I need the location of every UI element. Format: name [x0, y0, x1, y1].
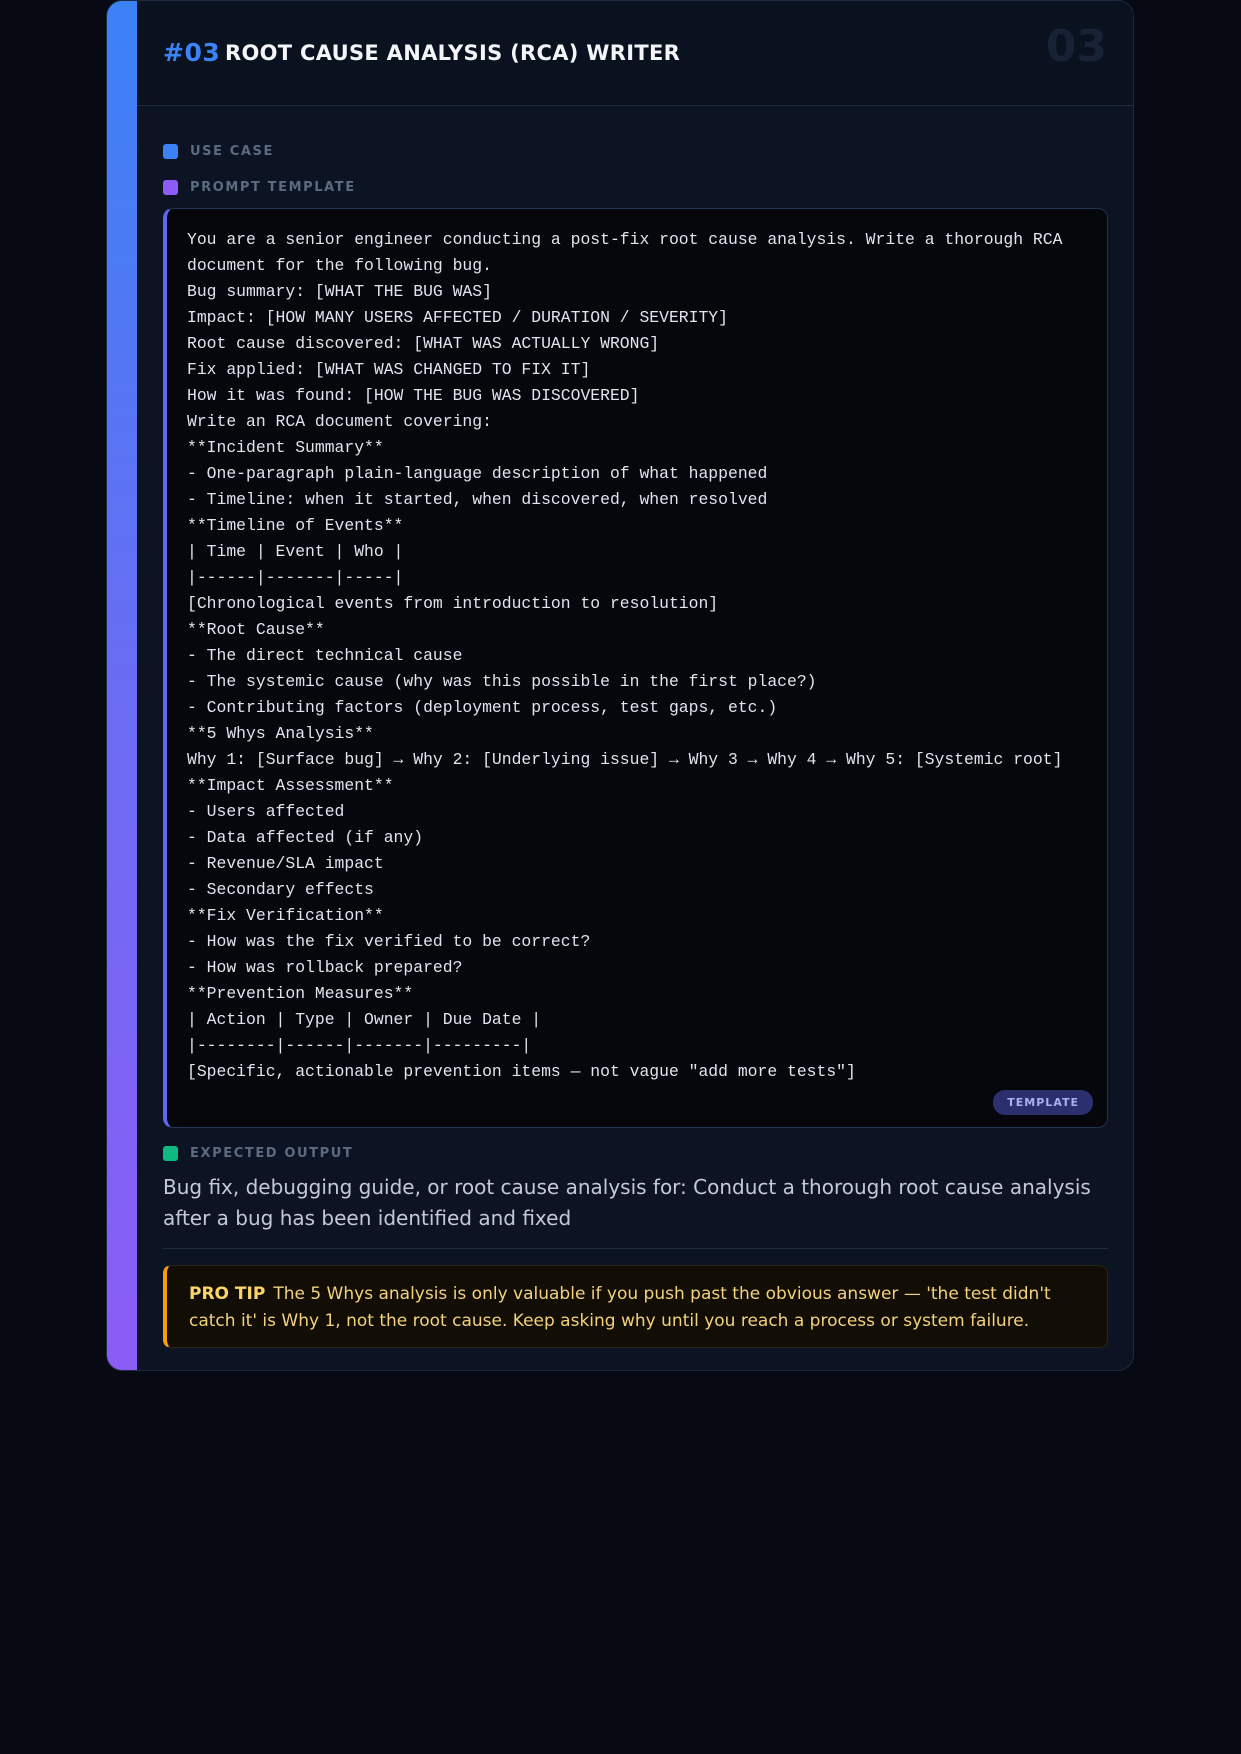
prompt-line: - Timeline: when it started, when discovered, when resolved — [187, 490, 768, 509]
prompt-line: Bug summary: [WHAT THE BUG WAS] — [187, 282, 492, 301]
prompt-line: | Time | Event | Who | — [187, 542, 404, 561]
prompt-line: Why 1: [Surface bug] → Why 2: [Underlying issue] → Why 3 → Why 4 → Why 5: [Systemic root] — [187, 750, 1063, 769]
prompt-template-text — [187, 227, 1095, 1085]
prompt-line: **Fix Verification** — [187, 906, 384, 925]
expected-output-label-text: EXPECTED OUTPUT — [190, 1146, 354, 1161]
prompt-card — [106, 0, 1134, 1371]
prompt-template-square-icon — [163, 180, 178, 195]
prompt-line: Fix applied: [WHAT WAS CHANGED TO FIX IT] — [187, 360, 591, 379]
prompt-template-label-text: PROMPT TEMPLATE — [190, 180, 356, 195]
prompt-line: - The systemic cause (why was this possible in the first place?) — [187, 672, 817, 691]
expected-output-text: Bug fix, debugging guide, or root cause analysis for: Conduct a thorough root cause analysis after a bug has been identified and fixed — [163, 1175, 1091, 1230]
prompt-line: **Incident Summary** — [187, 438, 384, 457]
prompt-template-box[interactable] — [163, 208, 1108, 1128]
prompt-line: - The direct technical cause — [187, 646, 463, 665]
prompt-line: How it was found: [HOW THE BUG WAS DISCOVERED] — [187, 386, 640, 405]
prompt-line: |--------|------|-------|---------| — [187, 1036, 532, 1055]
use-case-square-icon — [163, 144, 178, 159]
card-title: ROOT CAUSE ANALYSIS (RCA) WRITER — [225, 41, 681, 65]
prompt-line: Write an RCA document covering: — [187, 412, 492, 431]
prompt-line: |------|-------|-----| — [187, 568, 404, 587]
prompt-line: Impact: [HOW MANY USERS AFFECTED / DURATION / SEVERITY] — [187, 308, 728, 327]
prompt-line: - One-paragraph plain-language description of what happened — [187, 464, 768, 483]
expected-output-label — [163, 1146, 353, 1161]
prompt-line: **Impact Assessment** — [187, 776, 394, 795]
pro-tip-text: The 5 Whys analysis is only valuable if you push past the obvious answer — 'the test didn't catch it' is Why 1, not the root cause. Keep asking why until you reach a process or system failure. — [189, 1284, 1051, 1331]
use-case-label-text: USE CASE — [190, 144, 274, 159]
expected-output-square-icon — [163, 1146, 178, 1161]
divider — [163, 1248, 1108, 1249]
prompt-line: **Timeline of Events** — [187, 516, 404, 535]
accent-bar — [107, 1, 137, 1370]
prompt-line: Root cause discovered: [WHAT WAS ACTUALLY WRONG] — [187, 334, 660, 353]
card-header — [137, 1, 1133, 106]
template-badge: TEMPLATE — [993, 1090, 1093, 1115]
prompt-line: **5 Whys Analysis** — [187, 724, 374, 743]
prompt-line: [Specific, actionable prevention items — not vague "add more tests"] — [187, 1062, 856, 1081]
prompt-line: - Data affected (if any) — [187, 828, 424, 847]
prompt-line: | Action | Type | Owner | Due Date | — [187, 1010, 542, 1029]
prompt-line: **Root Cause** — [187, 620, 325, 639]
pro-tip-box — [163, 1265, 1108, 1348]
prompt-line: - How was the fix verified to be correct? — [187, 932, 591, 951]
prompt-line: - Secondary effects — [187, 880, 374, 899]
prompt-line: You are a senior engineer conducting a post-fix root cause analysis. Write a thorough RCA — [187, 230, 1063, 249]
prompt-line: [Chronological events from introduction to resolution] — [187, 594, 719, 613]
pro-tip-label: PRO TIP — [189, 1284, 266, 1304]
prompt-line: **Prevention Measures** — [187, 984, 414, 1003]
use-case-label — [163, 144, 274, 159]
card-watermark-number: 03 — [1045, 21, 1107, 72]
card-number: #03 — [163, 38, 221, 67]
prompt-line: - Users affected — [187, 802, 345, 821]
prompt-template-label — [163, 180, 356, 195]
pro-tip-content — [189, 1281, 1087, 1335]
prompt-line: document for the following bug. — [187, 256, 492, 275]
prompt-line: - Contributing factors (deployment process, test gaps, etc.) — [187, 698, 778, 717]
prompt-line: - How was rollback prepared? — [187, 958, 463, 977]
prompt-line: - Revenue/SLA impact — [187, 854, 384, 873]
